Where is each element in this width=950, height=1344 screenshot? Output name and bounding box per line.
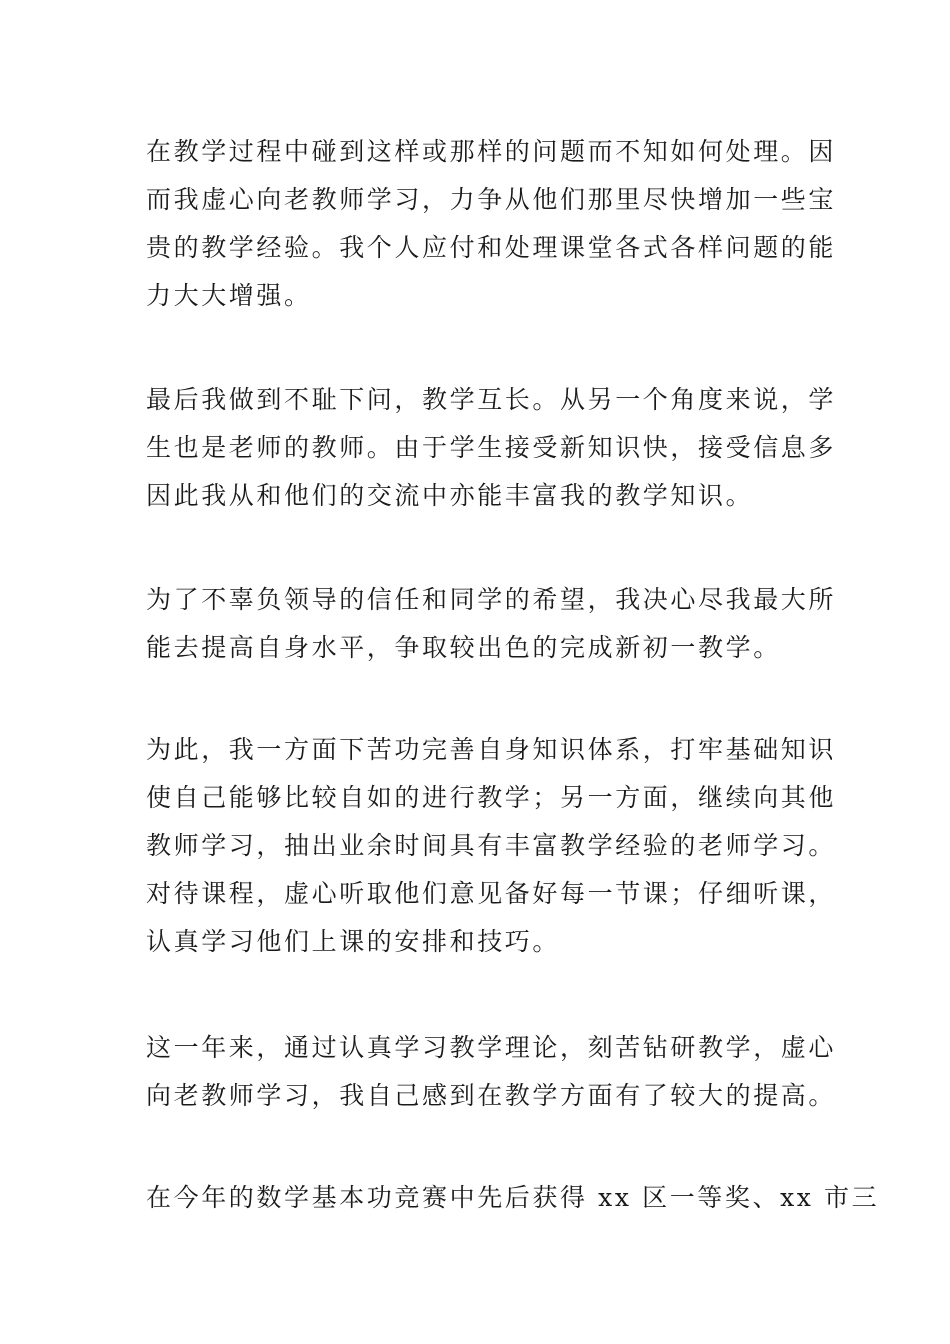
paragraph-5 [146, 1024, 837, 1120]
paragraph-4 [146, 726, 837, 966]
text-line: 而我虚心向老教师学习，力争从他们那里尽快增加一些宝 [146, 185, 837, 214]
text-line: 在教学过程中碰到这样或那样的问题而不知如何处理。因 [146, 137, 837, 166]
text-line: 能去提高自身水平，争取较出色的完成新初一教学。 [146, 633, 781, 662]
paragraph-2 [146, 376, 837, 520]
paragraph-3 [146, 576, 837, 672]
text-line: 这一年来，通过认真学习教学理论，刻苦钻研教学，虚心 [146, 1033, 837, 1062]
text-line: 为了不辜负领导的信任和同学的希望，我决心尽我最大所 [146, 585, 837, 614]
text-line: 向老教师学习，我自己感到在教学方面有了较大的提高。 [146, 1081, 837, 1110]
paragraph-6 [146, 1174, 880, 1222]
text-line: 对待课程，虚心听取他们意见备好每一节课；仔细听课， [146, 879, 837, 908]
text-line: 最后我做到不耻下问，教学互长。从另一个角度来说，学 [146, 385, 837, 414]
text-line: 生也是老师的教师。由于学生接受新知识快，接受信息多 [146, 433, 837, 462]
text-line: 因此我从和他们的交流中亦能丰富我的教学知识。 [146, 481, 754, 510]
text-line: 在今年的数学基本功竞赛中先后获得 xx 区一等奖、xx 市三 [146, 1183, 880, 1212]
text-line: 教师学习，抽出业余时间具有丰富教学经验的老师学习。 [146, 831, 837, 860]
paragraph-1 [146, 128, 837, 320]
text-line: 认真学习他们上课的安排和技巧。 [146, 927, 561, 956]
text-line: 使自己能够比较自如的进行教学；另一方面，继续向其他 [146, 783, 837, 812]
text-line: 贵的教学经验。我个人应付和处理课堂各式各样问题的能 [146, 233, 837, 262]
text-line: 力大大增强。 [146, 281, 312, 310]
text-line: 为此，我一方面下苦功完善自身知识体系，打牢基础知识 [146, 735, 837, 764]
